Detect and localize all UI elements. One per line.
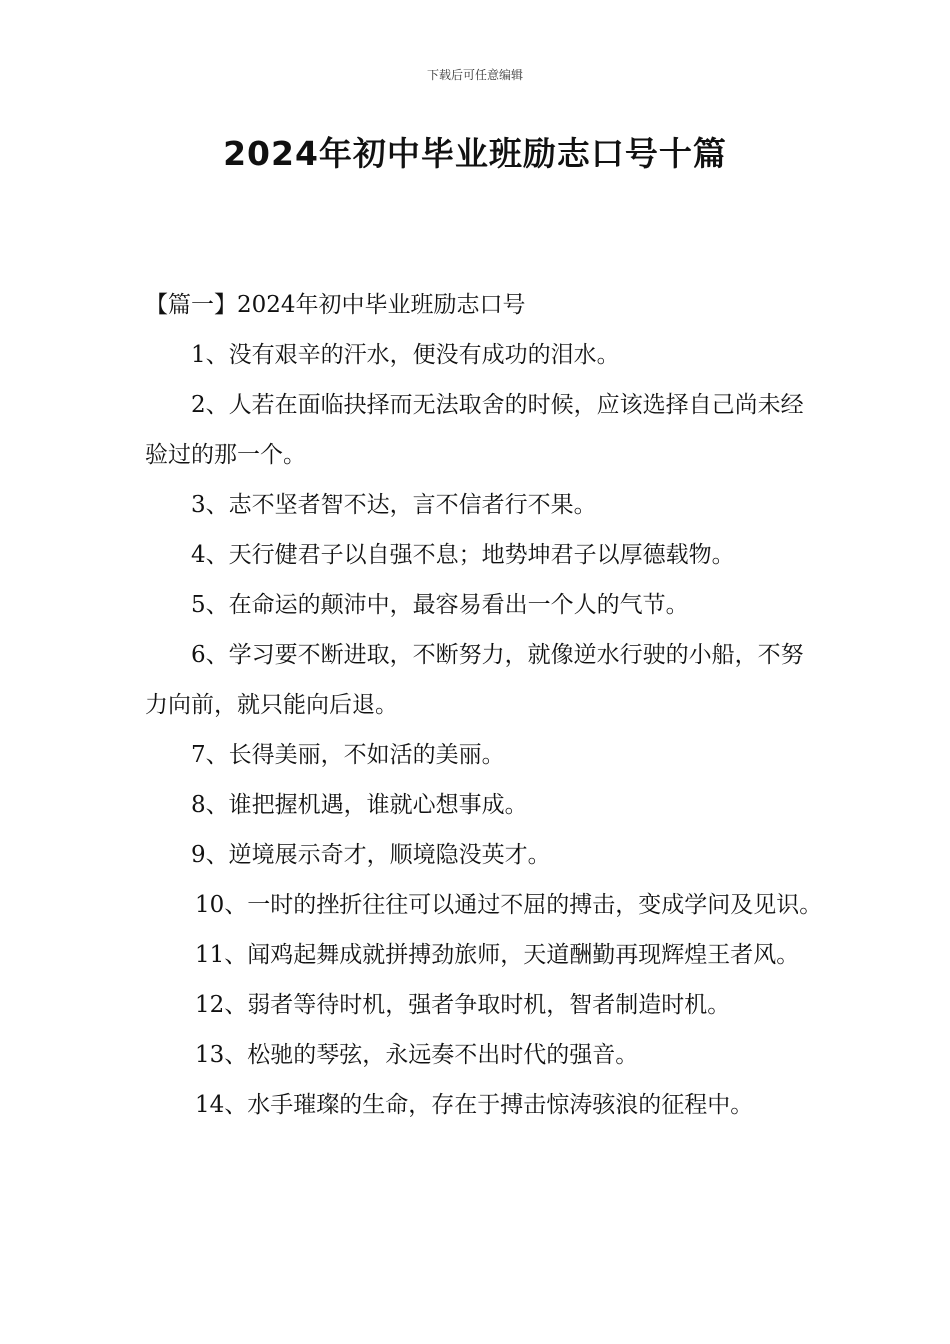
list-item: 3、志不坚者智不达，言不信者行不果。	[191, 492, 597, 518]
list-item: 1、没有艰辛的汗水，便没有成功的泪水。	[191, 342, 620, 368]
list-item: 8、谁把握机遇，谁就心想事成。	[191, 792, 528, 818]
list-item: 9、逆境展示奇才，顺境隐没英才。	[191, 842, 551, 868]
list-item: 6、学习要不断进取，不断努力，就像逆水行驶的小船，不努力向前，就只能向后退。	[145, 642, 804, 718]
list-item: 7、长得美丽，不如活的美丽。	[191, 742, 505, 768]
list-item: 2、人若在面临抉择而无法取舍的时候，应该选择自己尚未经验过的那一个。	[145, 392, 804, 468]
list-item: 4、天行健君子以自强不息；地势坤君子以厚德载物。	[191, 542, 735, 568]
header-note: 下载后可任意编辑	[426, 68, 523, 82]
list-item: 12、弱者等待时机，强者争取时机，智者制造时机。	[195, 992, 731, 1018]
list-item: 5、在命运的颠沛中，最容易看出一个人的气节。	[191, 592, 689, 618]
document-title: 2024年初中毕业班励志口号十篇	[223, 134, 727, 173]
list-item: 10、一时的挫折往往可以通过不屈的搏击，变成学问及见识。	[195, 892, 823, 918]
list-item: 11、闻鸡起舞成就拼搏劲旅师，天道酬勤再现辉煌王者风。	[195, 942, 800, 968]
document-body	[145, 280, 825, 1130]
list-item: 13、松驰的琴弦，永远奏不出时代的强音。	[195, 1042, 639, 1068]
list-item: 14、水手璀璨的生命，存在于搏击惊涛骇浪的征程中。	[195, 1092, 754, 1118]
section-heading: 【篇一】2024年初中毕业班励志口号	[145, 292, 526, 318]
